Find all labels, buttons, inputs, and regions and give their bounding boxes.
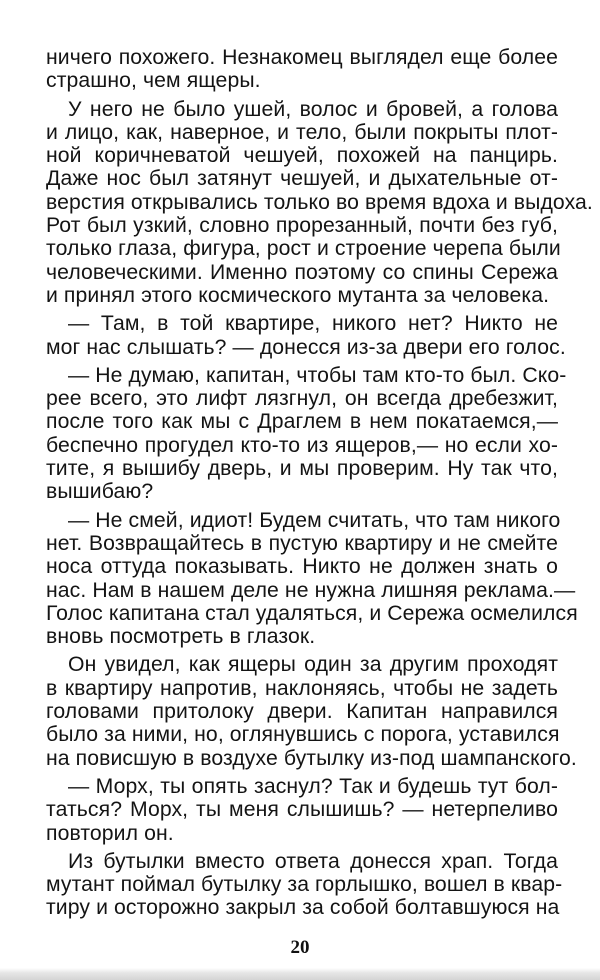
paragraph	[46, 508, 578, 649]
text-line: Из бутылки вместо ответа донесся храп. Тогда	[68, 849, 558, 873]
paragraph	[46, 97, 593, 308]
text-line: и лицо, как, наверное, и тело, были покрыты плот-	[46, 120, 558, 144]
text-line: беспечно прогудел кто-то из ящеров,— но если хо-	[46, 433, 558, 457]
paragraph	[46, 363, 567, 504]
text-line: — Там, в той квартире, никого нет? Никто не	[68, 312, 558, 336]
text-line: Даже нос был затянут чешуей, и дыхательные от-	[46, 167, 558, 191]
text-line: вновь посмотреть в глазок.	[46, 625, 316, 649]
paragraph	[46, 653, 577, 770]
text-line: тите, я вышибу дверь, и мы проверим. Ну так что,	[46, 457, 558, 481]
paragraph	[46, 849, 563, 920]
text-line: верстия открывались только во время вдоха и выдоха.	[46, 190, 593, 214]
text-line: после того как мы с Драглем в нем покатаемся,—	[46, 410, 558, 434]
text-line: таться? Морх, ты меня слышишь? — нетерпеливо	[46, 798, 558, 822]
text-line: мог нас слышать? — донесся из-за двери его голос.	[46, 335, 566, 359]
text-line: — Не думаю, капитан, чтобы там кто-то был. Ско-	[68, 363, 567, 387]
text-line: ной коричневатой чешуей, похожей на панцирь.	[46, 144, 558, 168]
text-line: — Морх, ты опять заснул? Так и будешь тут бол-	[68, 774, 558, 798]
page-bottom-edge	[0, 968, 600, 980]
text-line: Голос капитана стал удаляться, и Сережа осмелился	[46, 601, 578, 625]
text-line: повторил он.	[46, 821, 174, 845]
text-line: мутант поймал бутылку за горлышко, вошел в квар-	[46, 873, 563, 897]
text-line: вышибаю?	[46, 480, 154, 504]
text-line: тиру и осторожно закрыл за собой болтавшуюся на	[46, 896, 560, 920]
text-line: было за ними, но, оглянувшись с порога, уставился	[46, 723, 560, 747]
text-line: человеческими. Именно поэтому со спины Сережа	[46, 260, 558, 284]
text-line: на повисшую в воздухе бутылку из-под шампанского.	[46, 746, 577, 770]
text-line: ничего похожего. Незнакомец выглядел еще более	[46, 46, 558, 69]
text-line: в квартиру напротив, наклоняясь, чтобы не задеть	[46, 676, 558, 700]
paragraph	[46, 46, 558, 93]
page-number: 20	[290, 937, 310, 958]
text-line: страшно, чем ящеры.	[46, 69, 261, 93]
text-line: нас. Нам в нашем деле не нужна лишняя реклама.—	[46, 578, 576, 602]
text-line: носа оттуда показывать. Никто не должен знать о	[46, 555, 558, 579]
text-line: — Не смей, идиот! Будем считать, что там никого	[68, 508, 561, 532]
text-line: головами притолоку двери. Капитан направился	[46, 700, 558, 724]
text-line: Рот был узкий, словно прорезанный, почти без губ,	[46, 214, 558, 238]
text-line: рее всего, это лифт лязгнул, он всегда дребезжит,	[46, 387, 558, 411]
text-line: У него не было ушей, волос и бровей, а голова	[68, 97, 558, 121]
paragraph	[46, 312, 566, 359]
text-line: Он увидел, как ящеры один за другим проходят	[68, 653, 558, 677]
paragraph	[46, 775, 558, 845]
text-line: только глаза, фигура, рост и строение черепа были	[46, 237, 561, 261]
text-line: и принял этого космического мутанта за человека.	[46, 283, 550, 307]
text-line: нет. Возвращайтесь в пустую квартиру и не смейте	[46, 531, 558, 555]
body-text	[46, 46, 593, 925]
